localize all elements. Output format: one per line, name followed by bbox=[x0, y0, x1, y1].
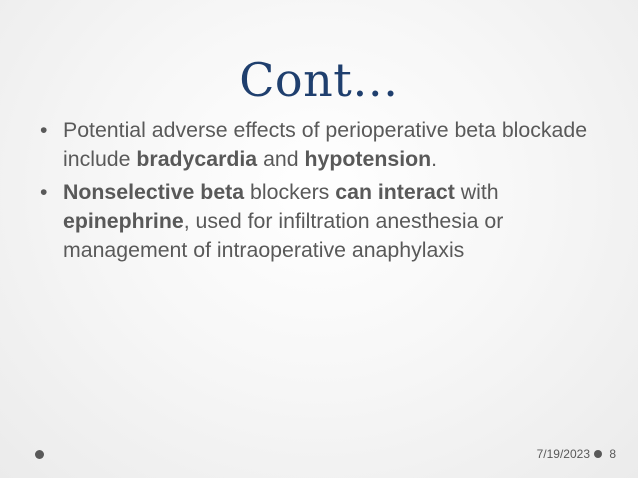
bullet-bold-text: Nonselective beta bbox=[63, 180, 245, 204]
bullet-text: , used for infiltration anesthesia or management of intraoperative anaphylaxis bbox=[63, 209, 504, 262]
bullet-bold-text: can interact bbox=[335, 180, 455, 204]
bullet-bold-text: bradycardia bbox=[136, 147, 258, 171]
bullet-text: and bbox=[257, 147, 305, 171]
bullet-text: Potential adverse effects of perioperative beta blockade include bbox=[63, 118, 588, 171]
bullet-text: . bbox=[431, 147, 438, 171]
bullet-item bbox=[40, 178, 600, 265]
bullet-marker: • bbox=[40, 180, 48, 204]
bullet-list bbox=[40, 116, 600, 269]
footer-dot-icon bbox=[35, 450, 44, 459]
bullet-bold-text: epinephrine bbox=[63, 209, 184, 233]
footer-dot-icon bbox=[594, 450, 602, 458]
bullet-item bbox=[40, 116, 600, 174]
page-number: 8 bbox=[609, 447, 616, 461]
slide-title: Cont… bbox=[239, 53, 399, 107]
bullet-text: blockers bbox=[244, 180, 336, 204]
bullet-marker: • bbox=[40, 118, 48, 142]
bullet-text: with bbox=[454, 180, 499, 204]
bullet-bold-text: hypotension bbox=[304, 147, 432, 171]
footer-date: 7/19/2023 bbox=[536, 447, 590, 461]
